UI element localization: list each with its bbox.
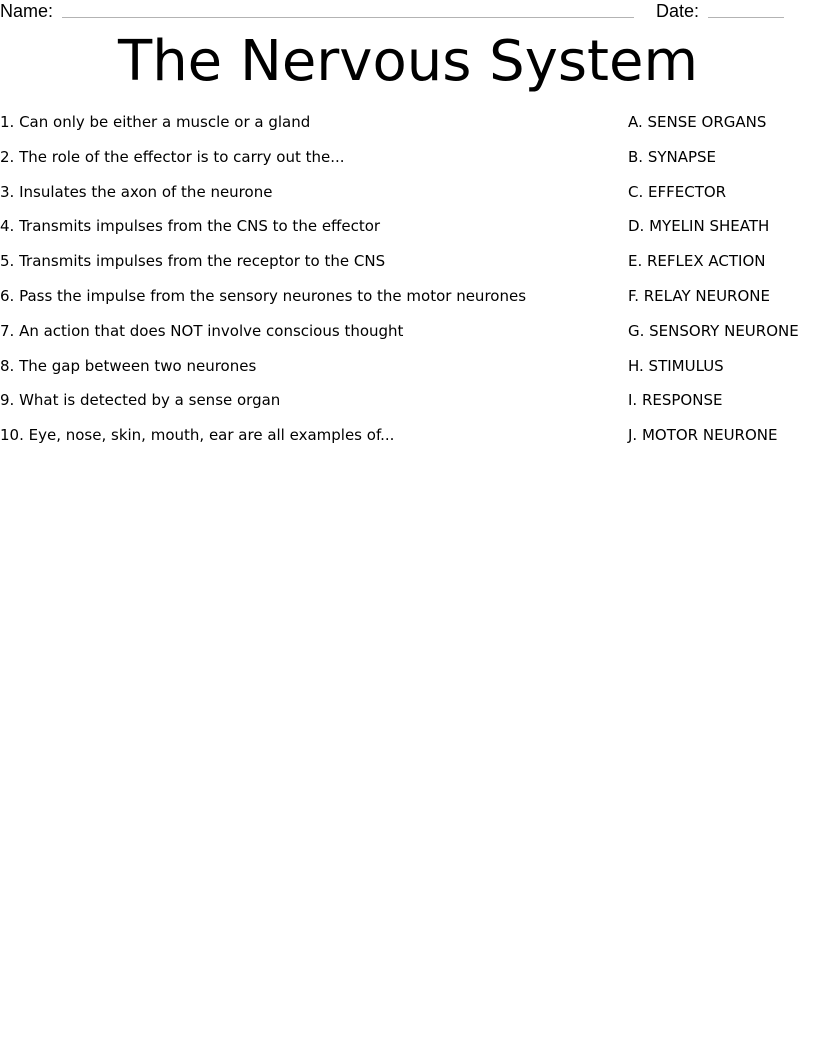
page-title: The Nervous System (117, 29, 698, 94)
answer-item: D. MYELIN SHEATH (628, 217, 770, 236)
date-field[interactable] (708, 17, 784, 18)
clue-item: 1. Can only be either a muscle or a gland (0, 113, 311, 131)
answer-list (628, 112, 816, 460)
answer-item: B. SYNAPSE (628, 147, 717, 166)
answer-item: F. RELAY NEURONE (628, 286, 770, 305)
date-label: Date: (656, 1, 700, 21)
clue-item: 4. Transmits impulses from the CNS to the effector (0, 217, 381, 236)
clue-item: 3. Insulates the axon of the neurone (0, 182, 273, 201)
answer-item: G. SENSORY NEURONE (628, 321, 799, 340)
answer-item: A. SENSE ORGANS (628, 113, 767, 131)
clue-item: 8. The gap between two neurones (0, 356, 257, 375)
answer-item: J. MOTOR NEURONE (628, 426, 778, 445)
clue-item: 5. Transmits impulses from the receptor to the CNS (0, 252, 386, 271)
answer-item: E. REFLEX ACTION (628, 252, 766, 271)
answer-item: I. RESPONSE (628, 391, 723, 410)
name-label: Name: (0, 1, 54, 21)
clue-list (0, 112, 600, 460)
clue-item: 10. Eye, nose, skin, mouth, ear are all examples of... (0, 426, 395, 445)
name-field[interactable] (62, 17, 634, 18)
answer-item: H. STIMULUS (628, 356, 724, 375)
answer-item: C. EFFECTOR (628, 182, 727, 201)
clue-item: 6. Pass the impulse from the sensory neurones to the motor neurones (0, 286, 527, 305)
clue-item: 7. An action that does NOT involve conscious thought (0, 321, 404, 340)
worksheet-header (0, 0, 816, 24)
clue-item: 9. What is detected by a sense organ (0, 391, 281, 410)
clue-item: 2. The role of the effector is to carry out the... (0, 147, 345, 166)
